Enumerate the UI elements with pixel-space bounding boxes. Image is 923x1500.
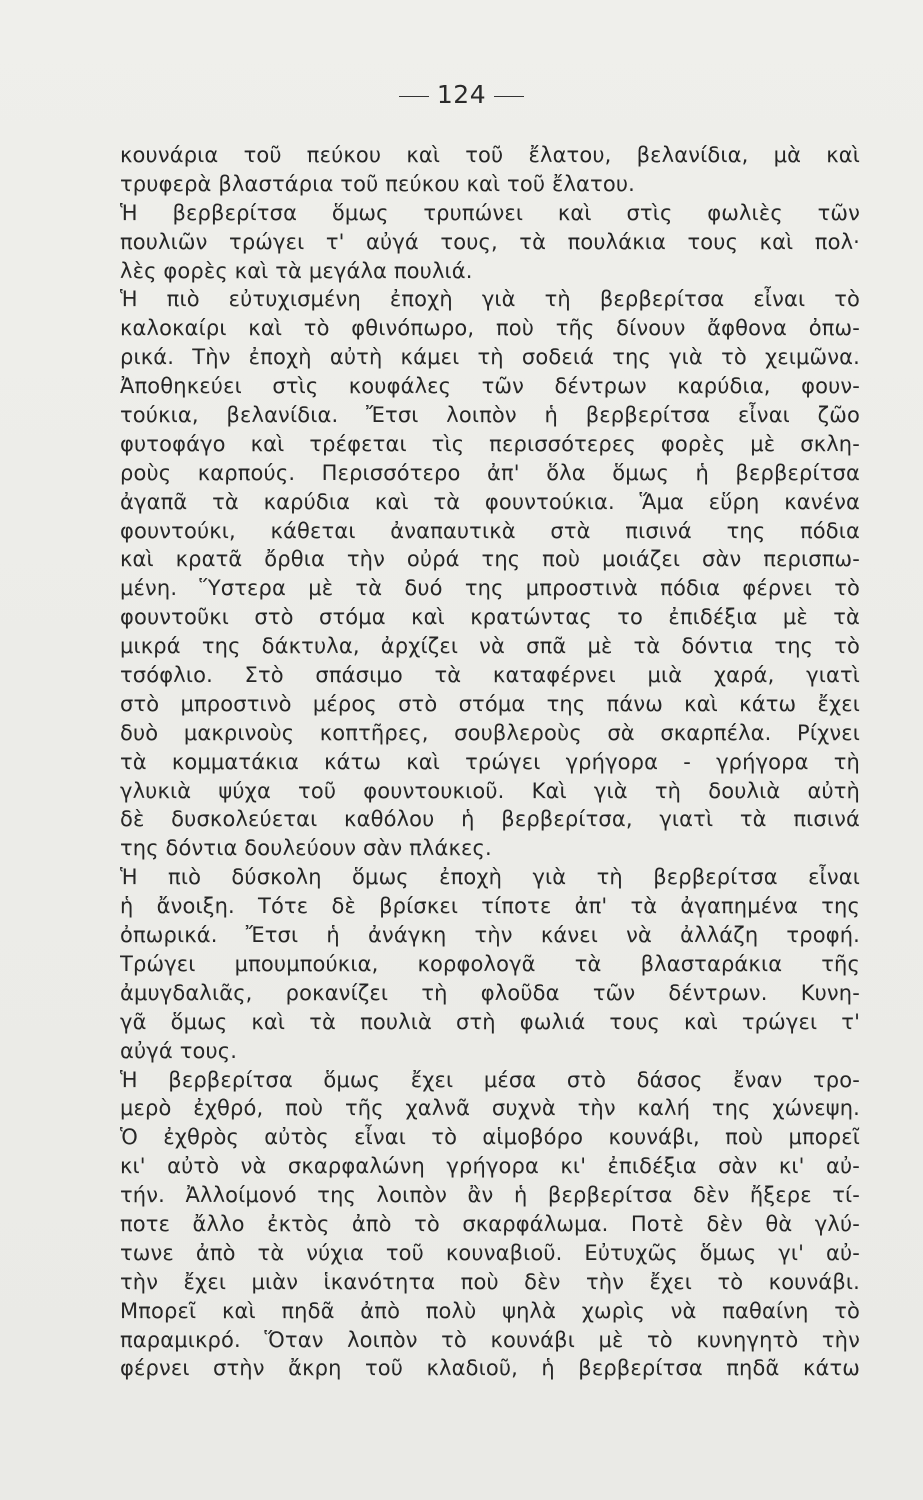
- text-line: ἀγαπᾶ τὰ καρύδια καὶ τὰ φουντούκια. Ἅμα εὕρη κανένα: [120, 489, 860, 514]
- body-text: [120, 141, 860, 1383]
- text-line: ἀμυγδαλιᾶς, ροκανίζει τὴ φλοῦδα τῶν δέντρων. Κυνη-: [120, 980, 860, 1005]
- text-line: φουντούκι, κάθεται ἀναπαυτικὰ στὰ πισινά της πόδια: [120, 518, 860, 543]
- text-line: τρυφερὰ βλαστάρια τοῦ πεύκου καὶ τοῦ ἔλατου.: [120, 171, 635, 196]
- page-number: [0, 80, 923, 109]
- text-line: τούκια, βελανίδια. Ἔτσι λοιπὸν ἡ βερβερίτσα εἶναι ζῶο: [120, 403, 860, 428]
- text-line: λὲς φορὲς καὶ τὰ μεγάλα πουλιά.: [120, 258, 473, 283]
- text-line: της δόντια δουλεύουν σὰν πλάκες.: [120, 836, 492, 861]
- text-line: Ἡ πιὸ εὐτυχισμένη ἐποχὴ γιὰ τὴ βερβερίτσα εἶναι τὸ: [120, 287, 860, 312]
- text-line: κουνάρια τοῦ πεύκου καὶ τοῦ ἔλατου, βελανίδια, μὰ καὶ: [120, 143, 860, 167]
- text-line: τωνε ἀπὸ τὰ νύχια τοῦ κουναβιοῦ. Εὐτυχῶς ὅμως γι' αὐ-: [120, 1240, 860, 1265]
- text-line: Ὁ ἐχθρὸς αὐτὸς εἶναι τὸ αἱμοβόρο κουνάβι, ποὺ μπορεῖ: [120, 1125, 860, 1150]
- text-line: ρικά. Τὴν ἐποχὴ αὐτὴ κάμει τὴ σοδειά της γιὰ τὸ χειμῶνα.: [120, 345, 860, 370]
- text-line: φέρνει στὴν ἄκρη τοῦ κλαδιοῦ, ἡ βερβερίτσα πηδᾶ κάτω: [120, 1356, 860, 1381]
- text-line: Ἡ βερβερίτσα ὅμως τρυπώνει καὶ στὶς φωλιὲς τῶν: [120, 200, 860, 225]
- text-line: Ἀποθηκεύει στὶς κουφάλες τῶν δέντρων καρύδια, φουν-: [120, 374, 860, 399]
- text-line: γλυκιὰ ψύχα τοῦ φουντουκιοῦ. Καὶ γιὰ τὴ δουλιὰ αὐτὴ: [120, 778, 860, 803]
- text-line: γᾶ ὅμως καὶ τὰ πουλιὰ στὴ φωλιά τους καὶ τρώγει τ': [120, 1009, 860, 1034]
- text-line: μερὸ ἐχθρό, ποὺ τῆς χαλνᾶ συχνὰ τὴν καλή της χώνεψη.: [120, 1096, 860, 1121]
- text-line: τὴν ἔχει μιὰν ἱκανότητα ποὺ δὲν τὴν ἔχει τὸ κουνάβι.: [120, 1269, 860, 1294]
- text-line: Ἡ πιὸ δύσκολη ὅμως ἐποχὴ γιὰ τὴ βερβερίτσα εἶναι: [120, 865, 860, 890]
- text-line: δυὸ μακρινοὺς κοπτῆρες, σουβλεροὺς σὰ σκαρπέλα. Ρίχνει: [120, 720, 860, 745]
- text-line: μένη. Ὕστερα μὲ τὰ δυό της μπροστινὰ πόδια φέρνει τὸ: [120, 576, 860, 601]
- text-line: ροὺς καρπούς. Περισσότερο ἀπ' ὅλα ὅμως ἡ βερβερίτσα: [120, 460, 860, 485]
- dash-left: [399, 96, 429, 97]
- text-line: κι' αὐτὸ νὰ σκαρφαλώνη γρήγορα κι' ἐπιδέξια σὰν κι' αὐ-: [120, 1154, 860, 1179]
- text-line: ποτε ἄλλο ἐκτὸς ἀπὸ τὸ σκαρφάλωμα. Ποτὲ δὲν θὰ γλύ-: [120, 1211, 860, 1236]
- text-line: Μπορεῖ καὶ πηδᾶ ἀπὸ πολὺ ψηλὰ χωρὶς νὰ παθαίνη τὸ: [120, 1298, 860, 1323]
- text-line: Τρώγει μπουμπούκια, κορφολογᾶ τὰ βλασταράκια τῆς: [120, 951, 860, 976]
- text-line: μικρά της δάκτυλα, ἀρχίζει νὰ σπᾶ μὲ τὰ δόντια της τὸ: [120, 634, 860, 659]
- text-line: πουλιῶν τρώγει τ' αὐγά τους, τὰ πουλάκια τους καὶ πολ·: [120, 229, 860, 254]
- text-line: αὐγά τους.: [120, 1038, 238, 1063]
- text-line: τὰ κομματάκια κάτω καὶ τρώγει γρήγορα - γρήγορα τὴ: [120, 749, 860, 774]
- text-line: στὸ μπροστινὸ μέρος στὸ στόμα της πάνω καὶ κάτω ἔχει: [120, 691, 860, 716]
- text-line: τσόφλιο. Στὸ σπάσιμο τὰ καταφέρνει μιὰ χαρά, γιατὶ: [120, 663, 860, 688]
- text-line: ἡ ἄνοιξη. Τότε δὲ βρίσκει τίποτε ἀπ' τὰ ἀγαπημένα της: [120, 894, 860, 919]
- text-line: φυτοφάγο καὶ τρέφεται τὶς περισσότερες φορὲς μὲ σκλη-: [120, 431, 860, 456]
- text-line: δὲ δυσκολεύεται καθόλου ἡ βερβερίτσα, γιατὶ τὰ πισινά: [120, 807, 860, 832]
- text-line: παραμικρό. Ὅταν λοιπὸν τὸ κουνάβι μὲ τὸ κυνηγητὸ τὴν: [120, 1327, 860, 1352]
- dash-right: [494, 96, 524, 97]
- page-number-value: 124: [436, 80, 487, 109]
- text-line: Ἡ βερβερίτσα ὅμως ἔχει μέσα στὸ δάσος ἔναν τρο-: [120, 1067, 860, 1092]
- text-line: ὀπωρικά. Ἔτσι ἡ ἀνάγκη τὴν κάνει νὰ ἀλλάζη τροφή.: [120, 923, 860, 948]
- text-line: φουντοῦκι στὸ στόμα καὶ κρατώντας το ἐπιδέξια μὲ τὰ: [120, 605, 860, 630]
- text-line: καλοκαίρι καὶ τὸ φθινόπωρο, ποὺ τῆς δίνουν ἄφθονα ὀπω-: [120, 316, 860, 341]
- text-line: τήν. Ἀλλοίμονό της λοιπὸν ἂν ἡ βερβερίτσα δὲν ἤξερε τί-: [120, 1183, 860, 1208]
- text-line: καὶ κρατᾶ ὄρθια τὴν οὐρά της ποὺ μοιάζει σὰν περισπω-: [120, 547, 860, 572]
